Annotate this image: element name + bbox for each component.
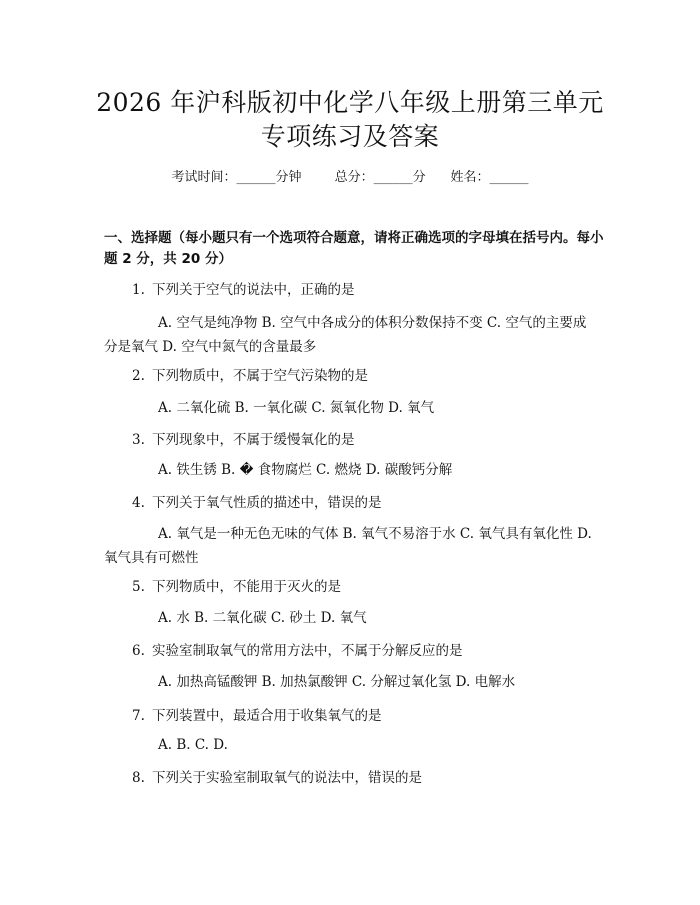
- score-label: 总分：: [334, 170, 374, 185]
- question-number: 4.: [132, 495, 145, 511]
- question-stem: 下列关于氧气性质的描述中，错误的是: [152, 495, 382, 511]
- question-number: 3.: [132, 432, 145, 448]
- question-6: [132, 641, 612, 661]
- question-number: 8.: [132, 770, 145, 786]
- question-2-options: A. 二氧化硫 B. 一氧化碳 C. 氮氧化物 D. 氧气: [158, 400, 435, 416]
- score-unit: 分: [412, 170, 426, 185]
- time-unit: 分钟: [275, 170, 302, 185]
- question-stem: 下列关于实验室制取氧气的说法中，错误的是: [152, 770, 422, 786]
- question-stem: 下列物质中，不属于空气污染物的是: [152, 368, 368, 384]
- question-stem: 下列关于空气的说法中，正确的是: [152, 282, 355, 298]
- question-1-options: A. 空气是纯净物 B. 空气中各成分的体积分数保持不变 C. 空气的主要成分是氧气 D. 空气中氮气的含量最多: [104, 315, 587, 355]
- name-label: 姓名：: [450, 170, 490, 185]
- time-blank: ______: [236, 170, 276, 185]
- question-6-options: A. 加热高锰酸钾 B. 加热氯酸钾 C. 分解过氧化氢 D. 电解水: [158, 674, 516, 690]
- question-number: 1.: [132, 282, 145, 298]
- question-7-options: A. B. C. D.: [158, 737, 228, 753]
- question-4-options: A. 氧气是一种无色无味的气体 B. 氧气不易溶于水 C. 氧气具有氧化性 D. 氧气具有可燃性: [104, 526, 592, 566]
- question-8: [132, 768, 612, 788]
- question-stem: 下列装置中，最适合用于收集氧气的是: [152, 708, 382, 724]
- document-title-line-1: 2026 年沪科版初中化学八年级上册第三单元: [96, 88, 604, 117]
- question-3: [132, 430, 612, 450]
- document-title-line-2: 专项练习及答案: [260, 122, 440, 151]
- question-number: 6.: [132, 643, 145, 659]
- question-5: [132, 577, 612, 597]
- time-label: 考试时间：: [171, 170, 237, 185]
- question-7: [132, 706, 612, 726]
- question-stem: 下列现象中，不属于缓慢氧化的是: [152, 432, 355, 448]
- question-stem: 实验室制取氧气的常用方法中，不属于分解反应的是: [152, 643, 463, 659]
- question-1: [132, 280, 612, 300]
- score-blank: ______: [373, 170, 413, 185]
- exam-meta: [0, 168, 700, 188]
- question-number: 7.: [132, 708, 145, 724]
- question-number: 2.: [132, 368, 145, 384]
- question-5-options: A. 水 B. 二氧化碳 C. 砂土 D. 氧气: [158, 610, 367, 626]
- question-number: 5.: [132, 579, 145, 595]
- question-stem: 下列物质中，不能用于灭火的是: [152, 579, 341, 595]
- question-3-options: A. 铁生锈 B. � 食物腐烂 C. 燃烧 D. 碳酸钙分解: [158, 462, 453, 478]
- question-2: [132, 366, 612, 386]
- question-4: [132, 493, 612, 513]
- section-heading: 一、选择题（每小题只有一个选项符合题意，请将正确选项的字母填在括号内。每小题 2 分，共 20 分）: [104, 230, 604, 267]
- name-blank: ______: [489, 170, 529, 185]
